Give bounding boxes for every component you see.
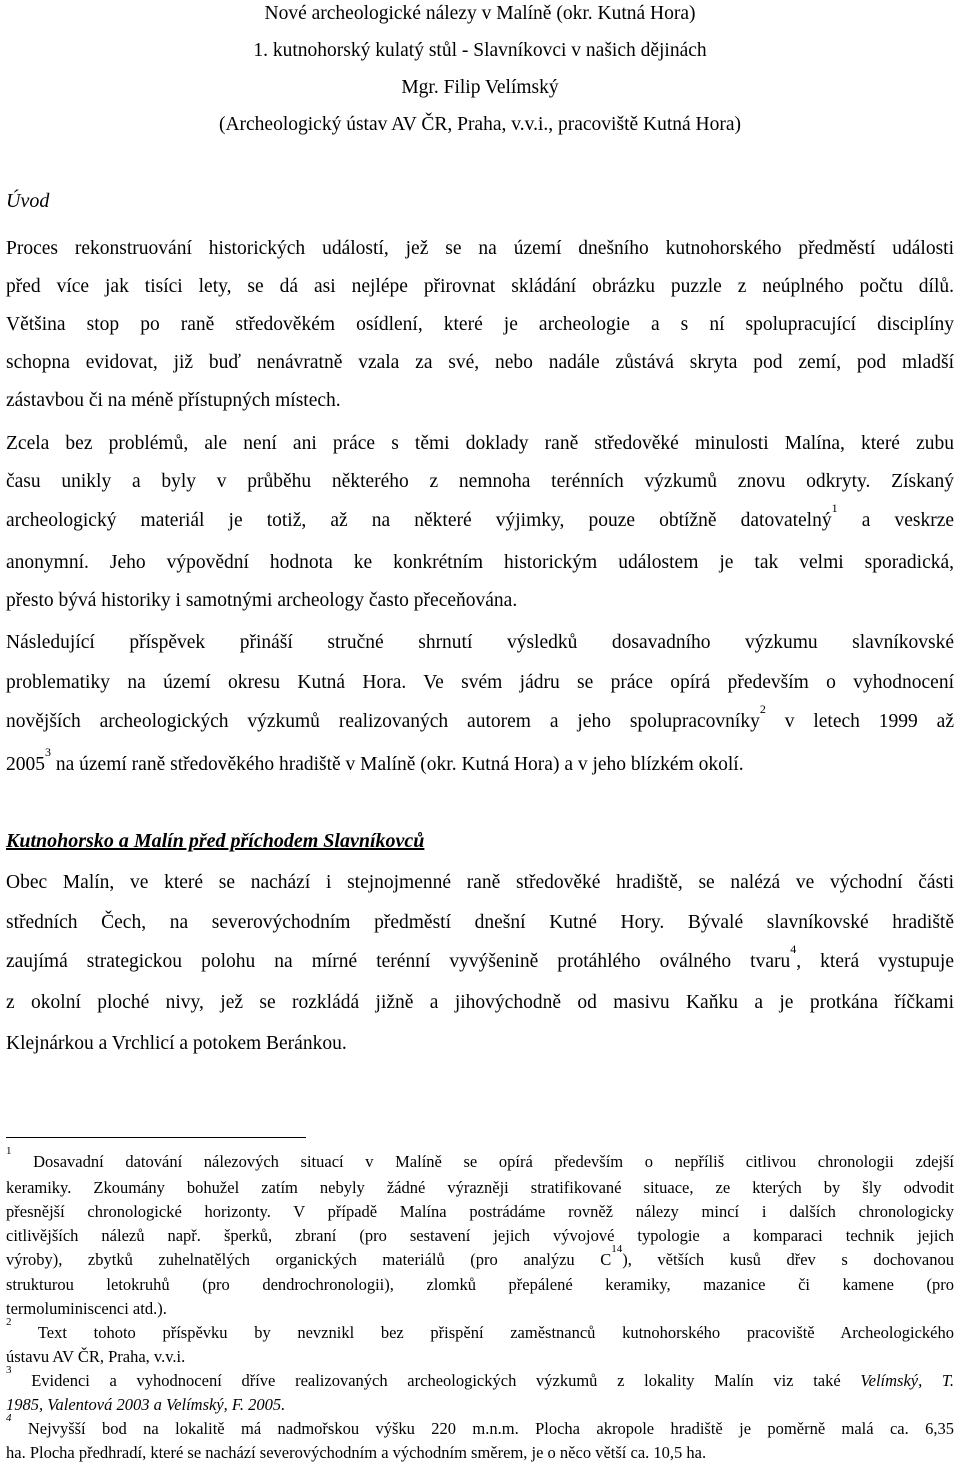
footnote-number: 2 xyxy=(6,1316,12,1328)
line-text: a veskrze xyxy=(861,510,955,531)
line-text: archeologický materiál je totiž, až na některé výjimky, pouze obtížně datovatelný xyxy=(6,510,832,531)
footnote-ref-2: 2 xyxy=(759,702,766,716)
footnote-ref-3: 3 xyxy=(45,745,51,759)
paragraph-line xyxy=(6,501,955,532)
paragraph-line: z okolní ploché nivy, jež se rozkládá jižně a jihovýchodně od masivu Kaňku a je protkána říčkami xyxy=(6,992,954,1013)
line-text: v letech 1999 až xyxy=(784,711,954,732)
paragraph-line: Klejnárkou a Vrchlicí a potokem Beránkou. xyxy=(6,1033,347,1054)
line-text: na území raně středověkého hradiště v Malíně (okr. Kutná Hora) a v jeho blízkém okolí. xyxy=(55,754,744,775)
footnote-separator xyxy=(6,1137,306,1138)
line-text: novějších archeologických výzkumů realizovaných autorem a jeho spolupracovníky xyxy=(6,711,760,732)
footnote-number: 4 xyxy=(6,1412,12,1424)
paragraph-line xyxy=(6,702,954,733)
superscript: 14 xyxy=(611,1243,623,1255)
footnote-line xyxy=(6,1145,954,1172)
footnote-text: ), větších kusů dřev s dochovanou xyxy=(622,1250,954,1269)
footnote-line xyxy=(6,1364,955,1391)
section-heading: Kutnohorsko a Malín před příchodem Slavníkovců xyxy=(6,830,425,852)
footnote-text: Dosavadní datování nálezových situací v Malíně se opírá především o nepříliš citlivou chronologii zdejší xyxy=(33,1152,954,1171)
paragraph-line: Následující příspěvek přináší stručné shrnutí výsledků dosavadního výzkumu slavníkovské xyxy=(6,632,954,653)
paragraph-line: anonymní. Jeho výpovědní hodnota ke konkrétním historickým událostem je tak velmi sporadická, xyxy=(6,552,954,573)
line-text: , která vystupuje xyxy=(796,951,954,972)
paragraph-line: Většina stop po raně středověkém osídlení, které je archeologie a s ní spolupracující disciplíny xyxy=(6,314,954,335)
line-text: zaujímá strategickou polohu na mírné terénní vyvýšenině protáhlého oválného tvaru xyxy=(6,951,791,972)
author-affiliation: (Archeologický ústav AV ČR, Praha, v.v.i., pracoviště Kutná Hora) xyxy=(218,114,742,135)
paragraph-line: problematiky na území okresu Kutná Hora. Ve svém jádru se práce opírá především o vyhodnocení xyxy=(6,672,954,693)
paragraph-line: před více jak tisíci lety, se dá asi nejlépe přirovnat skládání obrázku puzzle z neúplného počtu dílů. xyxy=(6,276,954,297)
line-text: 2005 xyxy=(6,754,45,775)
footnote-text: Nejvyšší bod na lokalitě má nadmořskou výšku 220 m.n.m. Plocha akropole hradiště je poměrně malá ca. 6,35 xyxy=(27,1419,955,1438)
footnote-line: termoluminiscenci atd.). xyxy=(6,1299,167,1318)
footnote-text: výroby), zbytků zuhelnatělých organických materiálů (pro analýzu C xyxy=(6,1250,612,1269)
paragraph-line xyxy=(6,942,954,973)
footnote-number: 1 xyxy=(6,1145,12,1157)
paragraph-line: schopna evidovat, již buď nenávratně vzala za své, nebo nadále zůstává skryta pod zemí, pod mladší xyxy=(6,352,954,373)
citation-text: 1985, Valentová 2003 a Velímský, F. 2005. xyxy=(6,1395,286,1414)
paragraph-line: času unikly a byly v průběhu některého z nemnoha terénních výzkumů znovu odkryty. Získaný xyxy=(6,471,954,492)
paragraph-line: středních Čech, na severovýchodním předměstí dnešní Kutné Hory. Bývalé slavníkovské hradiště xyxy=(6,912,954,933)
citation-author: Velímský, T. xyxy=(860,1371,955,1390)
author-name: Mgr. Filip Velímský xyxy=(401,77,559,98)
footnote-line xyxy=(6,1243,954,1270)
footnote-line: citlivějších nálezů např. šperků, zbraní (pro sestavení jejich vývojové typologie a komparaci technik jejich xyxy=(6,1226,954,1245)
footnote-number: 3 xyxy=(6,1364,12,1376)
footnote-line: keramiky. Zkoumány bohužel zatím nebyly žádné výrazněji stratifikované situace, ze kterých by šly odvodit xyxy=(6,1178,954,1197)
footnote-line: přesnější chronologické horizonty. V případě Malína postrádáme rovněž nálezy mincí i dalších chronologicky xyxy=(6,1202,954,1221)
footnote-ref-1: 1 xyxy=(831,501,838,515)
intro-heading: Úvod xyxy=(6,190,50,212)
footnote-text: Text tohoto příspěvku by nevznikl bez přispění zaměstnanců kutnohorského pracoviště Archeologického xyxy=(37,1323,955,1342)
footnote-text: Evidenci a vyhodnocení dříve realizovaných archeologických výzkumů z lokality Malín viz také xyxy=(31,1371,841,1390)
footnote-line: strukturou letokruhů (pro dendrochronologii), zlomků přepálené keramiky, mazanice či kamene (pro xyxy=(6,1275,954,1294)
document-subtitle: 1. kutnohorský kulatý stůl - Slavníkovci v našich dějinách xyxy=(253,40,707,61)
footnote-line xyxy=(6,1412,955,1439)
paragraph-line xyxy=(6,745,954,776)
document-title: Nové archeologické nálezy v Malíně (okr. Kutná Hora) xyxy=(264,3,696,24)
paragraph-line: Obec Malín, ve které se nachází i stejnojmenné raně středověké hradiště, se nalézá ve východní části xyxy=(6,872,954,893)
paragraph-line: přesto bývá historiky i samotnými archeology často přeceňována. xyxy=(6,590,518,611)
footnote-line xyxy=(6,1316,955,1343)
document-header xyxy=(0,0,960,143)
footnote-line: ústavu AV ČR, Praha, v.v.i. xyxy=(6,1347,186,1366)
paragraph-line: Proces rekonstruování historických událostí, jež se na území dnešního kutnohorského předměstí události xyxy=(6,238,954,259)
footnote-line xyxy=(6,1395,954,1415)
paragraph-line: Zcela bez problémů, ale není ani práce s těmi doklady raně středověké minulosti Malína, které zubu xyxy=(6,433,954,454)
footnote-ref-4: 4 xyxy=(790,942,797,956)
paragraph-line: zástavbou či na méně přístupných místech. xyxy=(6,390,341,411)
footnote-line: ha. Plocha předhradí, které se nachází severovýchodním a východním směrem, je o něco větší ca. 10,5 ha. xyxy=(6,1443,707,1462)
